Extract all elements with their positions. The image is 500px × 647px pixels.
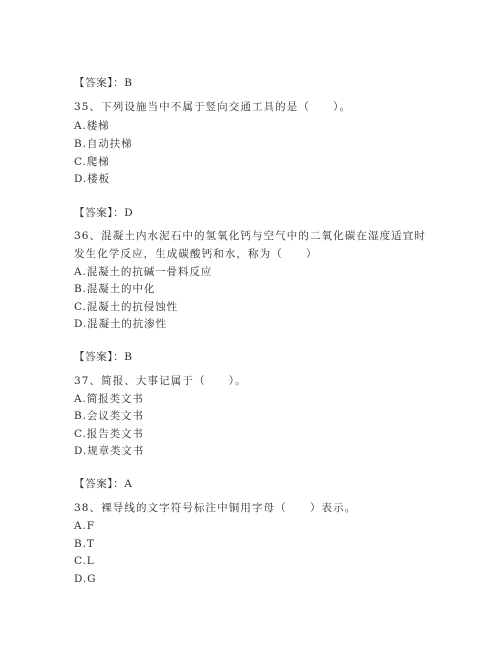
question-text-continued: 发生化学反应，生成碳酸钙和水，称为（ ）: [74, 248, 318, 260]
question-text: 35、下列设施当中不属于竖向交通工具的是（ ）。: [74, 101, 352, 113]
option-a: A.F: [74, 520, 95, 532]
option-a: A.混凝土的抗碱一骨料反应: [74, 266, 213, 278]
answer-label: 【答案】：D: [74, 207, 134, 219]
option-b: B.会议类文书: [74, 410, 144, 422]
option-d: D.楼板: [74, 173, 110, 185]
answer-label: 【答案】：B: [74, 77, 133, 89]
option-b: B.T: [74, 538, 95, 550]
option-c: C.报告类文书: [74, 428, 144, 440]
answer-label: 【答案】：B: [74, 351, 133, 363]
option-a: A.简报类文书: [74, 393, 144, 405]
option-d: D.混凝土的抗渗性: [74, 318, 167, 330]
option-b: B.自动扶梯: [74, 138, 133, 150]
question-text: 38、裸导线的文字符号标注中铜用字母（ ）表示。: [74, 502, 357, 514]
option-c: C.爬梯: [74, 156, 110, 168]
question-text: 36、混凝土内水泥石中的氢氧化钙与空气中的二氧化碳在湿度适宜时: [74, 230, 426, 242]
option-c: C.混凝土的抗侵蚀性: [74, 301, 178, 313]
option-d: D.规章类文书: [74, 445, 145, 457]
option-c: C.L: [74, 555, 95, 567]
question-text: 37、简报、大事记属于（ ）。: [74, 375, 247, 387]
option-d: D.G: [74, 573, 97, 585]
option-b: B.混凝土的中化: [74, 283, 156, 295]
option-a: A.楼梯: [74, 120, 110, 132]
answer-label: 【答案】：A: [74, 478, 133, 490]
